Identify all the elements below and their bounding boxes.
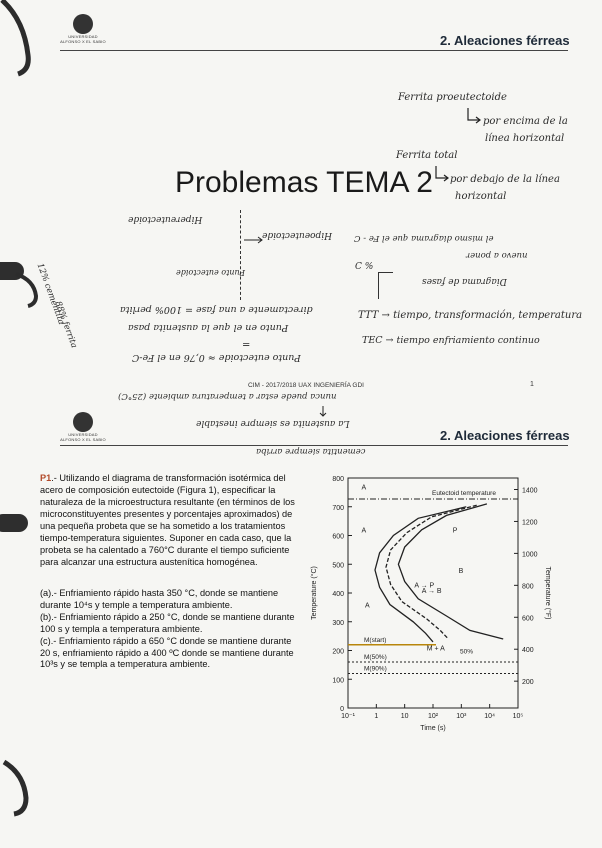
option-b: (b).- Enfriamiento rápido a 250 °C, donde se mantiene durante 100 s y templa a temperatura ambiente.	[40, 612, 295, 634]
y-tick-label: 300	[332, 619, 344, 627]
note-ferrita-total: Ferrita total	[396, 150, 458, 161]
note-cementita-pct: 12% cementita	[34, 262, 67, 327]
x-tick-label: 10³	[456, 713, 467, 720]
note-hipoeutectoide: Hipoeutectoide	[262, 230, 333, 240]
page-number: 1	[530, 381, 534, 388]
arrow-icon	[244, 231, 264, 249]
binder-clip-artifact	[0, 0, 44, 80]
note-punto-austenita: Punto en el que la austenita pasa	[128, 322, 289, 333]
note-cementita-arriba: cementita siempre arriba	[256, 446, 366, 456]
note-ttt: TTT → tiempo, transformación, temperatura	[358, 310, 583, 321]
problem-text: .- Utilizando el diagrama de transformación isotérmica del acero de composición eutectoide (Figura 1), especificar la naturaleza de la microestructura resultante (en términos de los microconstituyentes presentes y porcentajes aproximados) de una pequeña probeta que se ha sometido a los tratamientos tiempo-temperatura siguientes. Suponer en cada caso, que la probeta se ha calentado a 760°C durante el tiempo suficiente para alcanzar una estructura austenítica homogénea.	[40, 473, 295, 567]
vertical-dashed-line	[240, 210, 243, 300]
y-tick-label: 0	[340, 706, 344, 713]
y-tick-label: 500	[332, 562, 344, 570]
punch-hole	[0, 514, 28, 532]
region-label: B	[458, 567, 464, 575]
x-tick-label: 10⁴	[484, 713, 496, 720]
option-c: (c).- Enfriamiento rápido a 650 °C donde se mantiene durante 20 s, enfriamiento rápido a 400 ºC donde se mantiene durante 10³s y se templa a temperatura ambiente.	[40, 636, 294, 669]
x-tick-label: 10⁻¹	[341, 713, 355, 720]
note-hipereutectoide: Hipereutectoide	[128, 214, 203, 224]
note-austenita-inestable: La austenita es siempre inestable	[196, 418, 350, 428]
arrow-icon	[466, 108, 482, 131]
note-nunca-temperatura: nunca puede estar a temperatura ambiente (25°C)	[118, 391, 337, 401]
y-axis-label: Temperature (°C)	[311, 566, 318, 620]
university-logo	[60, 412, 106, 442]
problem-label: P1	[40, 473, 52, 483]
ttt-diagram	[304, 470, 554, 750]
logo-text: UNIVERSIDAD ALFONSO X EL SABIO	[60, 432, 106, 442]
m-start-label: M(start)	[364, 636, 387, 644]
header-rule	[60, 50, 568, 51]
y-tick-label: 200	[332, 648, 344, 656]
header-title: 2. Aleaciones férreas	[440, 33, 570, 48]
y2-tick-label: 800	[522, 583, 534, 591]
region-label: A → P	[414, 582, 435, 590]
y2-tick-label: 1400	[522, 487, 538, 495]
region-label: A	[365, 602, 370, 610]
arrow-icon	[434, 166, 450, 189]
note-tec: TEC → tiempo enfriamiento continuo	[362, 335, 540, 346]
logo-text: UNIVERSIDAD ALFONSO X EL SABIO	[60, 34, 106, 44]
note-nuevo-a-poner: nuevo a poner	[466, 250, 528, 260]
y-tick-label: 800	[332, 476, 344, 483]
eutectoid-label: Eutectoid temperature	[432, 489, 496, 497]
x-tick-label: 1	[374, 713, 379, 720]
note-por-encima-2: línea horizontal	[485, 133, 565, 144]
seal-icon	[73, 412, 93, 432]
note-ferrita-pct: 88% ferrita	[52, 300, 79, 350]
seal-icon	[73, 14, 93, 34]
curve-50pct-label: 50%	[460, 648, 474, 656]
y-tick-label: 600	[332, 533, 344, 541]
y2-tick-label: 1200	[522, 519, 538, 527]
main-title: Problemas TEMA 2	[175, 166, 433, 199]
note-diagrama-fases: Diagrama de fases	[422, 276, 507, 286]
y2-tick-label: 1000	[522, 551, 538, 559]
y-tick-label: 400	[332, 591, 344, 598]
slide-2	[0, 418, 602, 848]
x-tick-label: 10	[400, 713, 409, 720]
axis-sketch	[378, 272, 393, 299]
note-por-encima-1: por encima de la	[483, 116, 568, 127]
curve-end	[398, 504, 503, 639]
region-label: A	[361, 484, 367, 492]
x-tick-label: 10²	[427, 713, 439, 720]
option-a: (a).- Enfriamiento rápido hasta 350 °C, donde se mantiene durante 10⁴s y temple a temperatura ambiente.	[40, 588, 279, 610]
note-ferrita-proeutectoide: Ferrita proeutectoide	[398, 92, 507, 103]
note-punto-eutectoide: Punto eutectoide	[176, 268, 246, 277]
region-label: M + A	[426, 645, 445, 653]
x-tick-label: 10⁵	[512, 713, 524, 720]
note-mismo-diagrama: el mismo diagrama que el Fe - C	[354, 233, 494, 243]
note-punto-eutectoide-valor: Punto eutectoide ≈ 0,76 en el Fe-C	[132, 352, 301, 363]
university-logo	[60, 14, 106, 44]
x-axis-label: Time (s)	[420, 725, 446, 732]
header-title: 2. Aleaciones férreas	[440, 428, 570, 443]
y2-tick-label: 400	[522, 647, 534, 655]
y-tick-label: 100	[332, 677, 344, 685]
m-50-label: M(50%)	[364, 654, 387, 661]
y2-axis-label: Temperature (°F)	[544, 566, 551, 620]
y2-tick-label: 200	[522, 679, 534, 687]
problem-statement	[40, 472, 296, 568]
y2-tick-label: 600	[522, 615, 534, 623]
footer-text: CIM - 2017/2018 UAX INGENIERÍA GDI	[248, 382, 364, 389]
note-directamente: directamente a una fase = 100% perlita	[120, 304, 313, 315]
region-label: A	[361, 527, 367, 535]
region-label: P	[452, 527, 458, 535]
note-por-debajo-1: por debajo de la línea	[450, 174, 560, 185]
binder-clip-artifact	[0, 758, 40, 818]
region-label: A → B	[421, 588, 442, 595]
note-equals: =	[242, 338, 251, 349]
y-tick-label: 700	[332, 504, 344, 512]
note-por-debajo-2: horizontal	[455, 191, 507, 202]
note-c-percent: C %	[355, 262, 374, 272]
m-90-label: M(90%)	[364, 665, 387, 673]
